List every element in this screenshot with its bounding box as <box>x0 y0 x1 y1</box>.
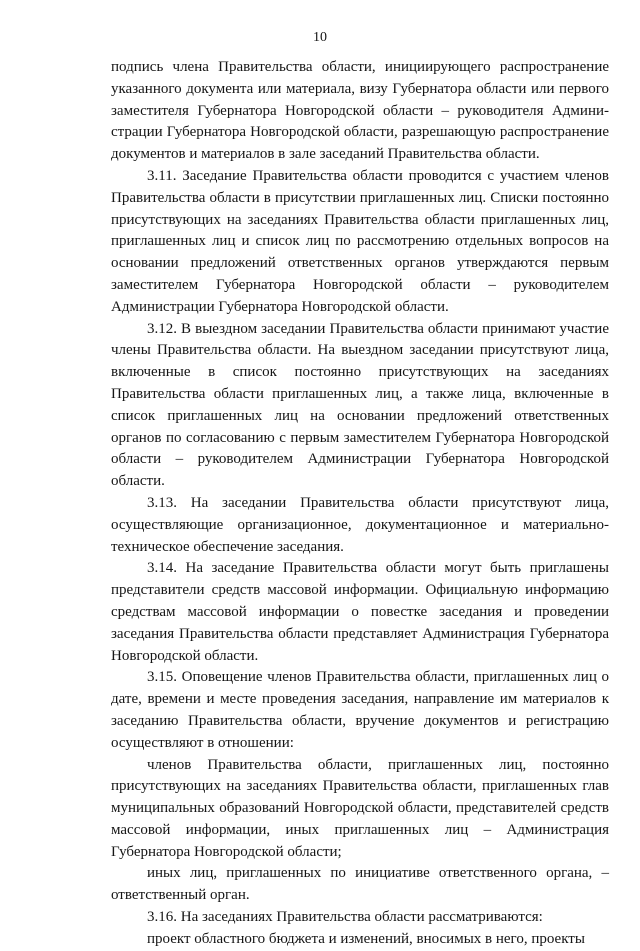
paragraph-3-11: 3.11. Заседание Правительства области проводится с участием членов Правительства области в присутствии приглашенных лиц. Списки постоянно присутствующих на заседаниях Правительства области приглашенных лиц, приглашенных лиц и список лиц по рассмотрению отдельных вопросов на основании предложений ответственных органов утверждаются первым заместителем Губернатора Новгородской области – руководителем Администрации Губернатора Новгородской области. <box>111 167 609 315</box>
paragraph-3-14: 3.14. На заседание Правительства области могут быть приглашены представители средств массовой информации. Официальную информацию средствам массовой информации о повестке заседания и проведении заседания Правительства области представляет Администрация Губернатора Новгородской области. <box>111 560 609 664</box>
paragraph-3-16: 3.16. На заседаниях Правительства области рассматриваются: <box>147 909 543 926</box>
paragraph-3-13: 3.13. На заседании Правительства области присутствуют лица, осуществляющие организационное, документационное и материально-техническое обеспечение заседания. <box>111 494 609 555</box>
page-number: 10 <box>313 30 327 45</box>
body-text <box>111 57 609 951</box>
paragraph-3-15-other: иных лиц, приглашенных по инициативе ответственного органа, – ответственный орган. <box>111 865 609 904</box>
paragraph-3-16-budget: проект областного бюджета и изменений, вносимых в него, проекты <box>147 930 585 947</box>
paragraph-3-15-members: членов Правительства области, приглашенных лиц, постоянно присутствующих на заседаниях Правительства области, приглашенных глав муниципальных образований Новгородской области, представителей средств массовой информации, иных приглашенных лиц – Администрация Губернатора Новгородской области; <box>111 756 609 860</box>
paragraph-3-15: 3.15. Оповещение членов Правительства области, приглашенных лиц о дате, времени и месте проведения заседания, направление им материалов к заседанию Правительства области, вручение документов и регистрацию осуществляют в отношении: <box>111 669 609 751</box>
paragraph-continuation: подпись члена Правительства области, инициирующего распространение указанного документа или материала, визу Губернатора области или первого заместителя Губернатора Новгородской области – руководителя Администрации Губернатора Новгородской области, разрешающую распространение документов и материалов в зале заседаний Правительства области. <box>111 59 609 163</box>
paragraph-3-12: 3.12. В выездном заседании Правительства области принимают участие члены Правительства области. На выездном заседании присутствуют лица, включенные в список постоянно присутствующих на заседаниях Правительства области приглашенных лиц, а также лица, включенные в список приглашенных лиц на основании предложений ответственных органов по согласованию с первым заместителем Губернатора Новгородской области – руководителем Администрации Губернатора Новгородской области. <box>111 320 609 490</box>
